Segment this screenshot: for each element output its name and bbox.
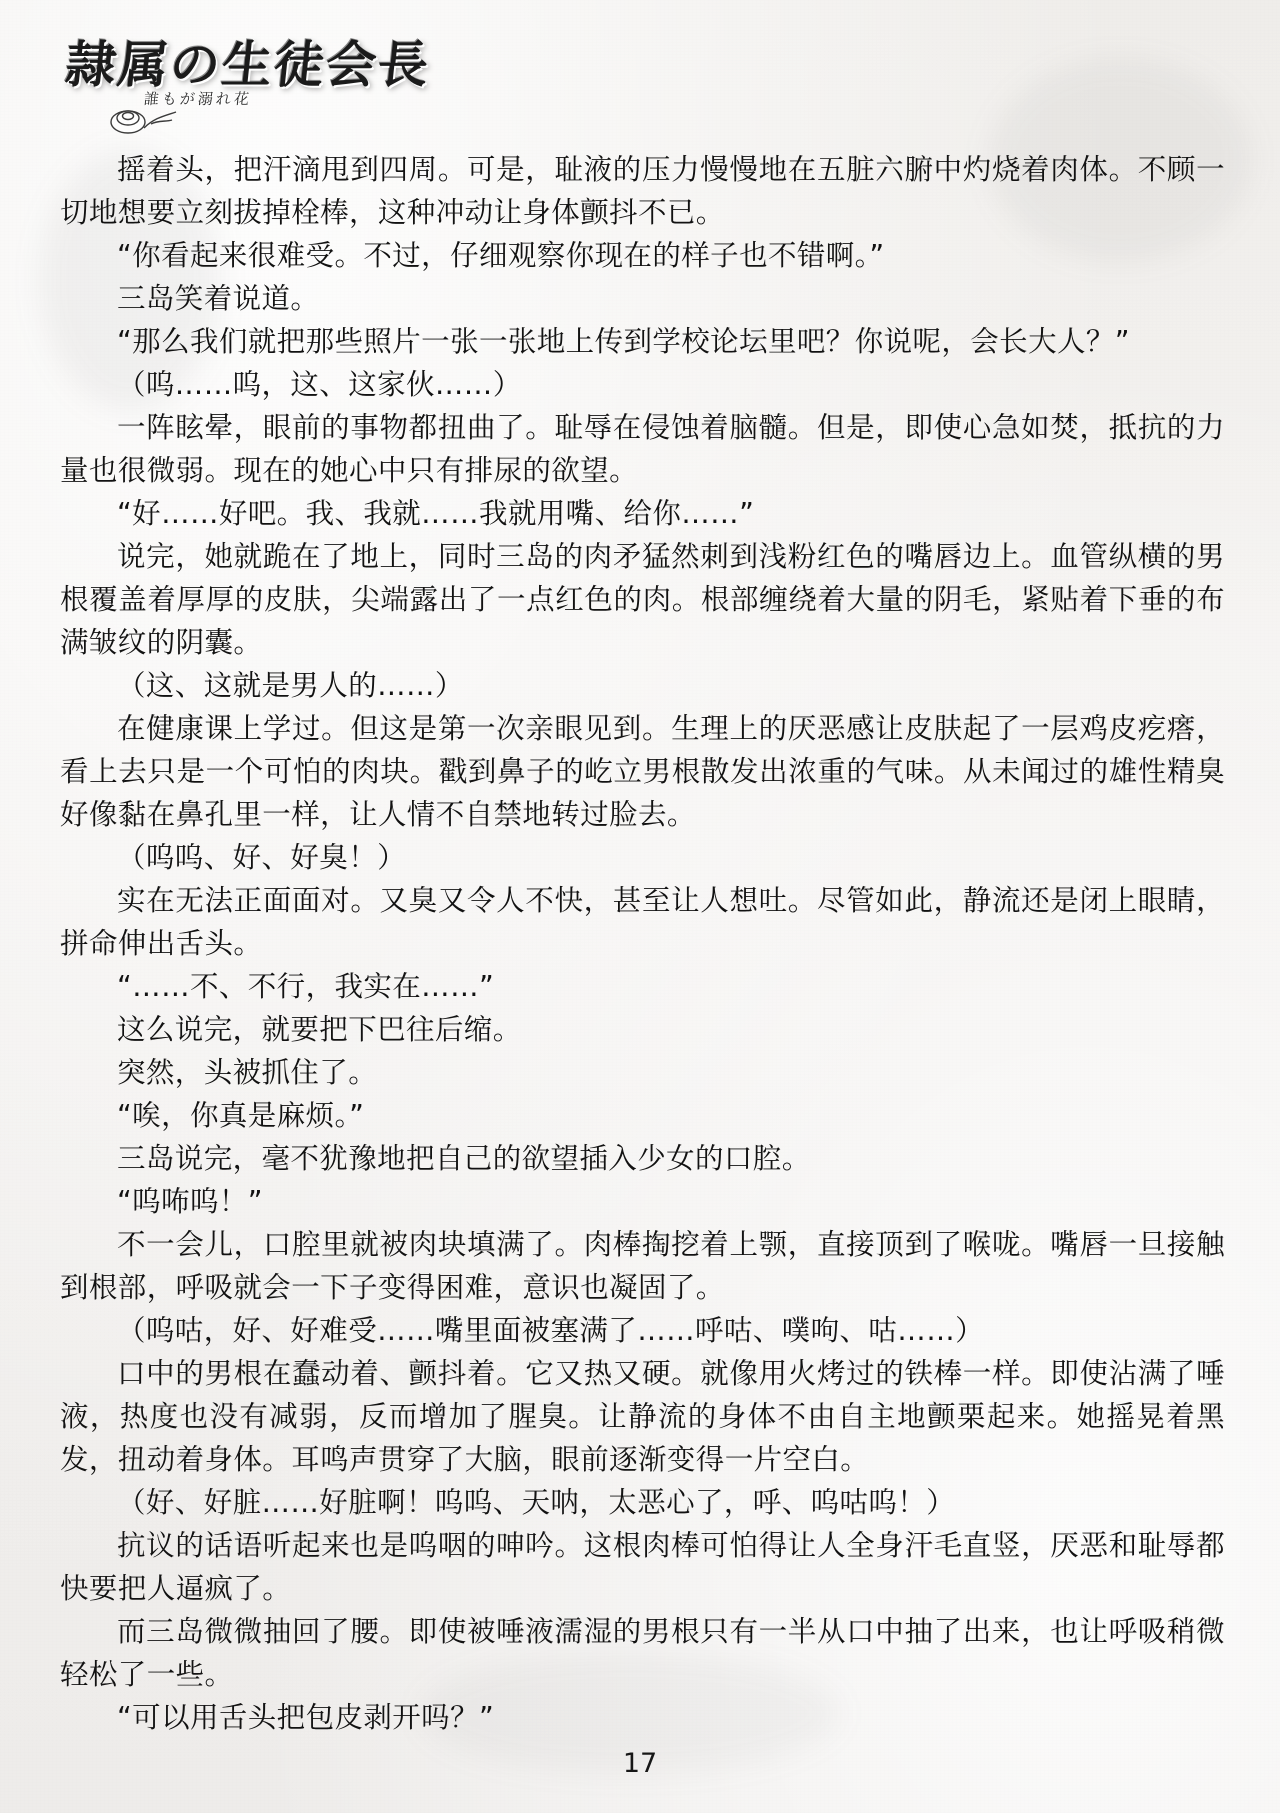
- paragraph: 口中的男根在蠢动着、颤抖着。它又热又硬。就像用火烤过的铁棒一样。即使沾满了唾液，热度也没有减弱，反而增加了腥臭。让静流的身体不由自主地颤栗起来。她摇晃着黑发，扭动着身体。耳鸣声贯穿了大脑，眼前逐渐变得一片空白。: [60, 1357, 1225, 1476]
- paragraph: “……不、不行，我实在……”: [117, 970, 495, 1003]
- paragraph: “好……好吧。我、我就……我就用嘴、给你……”: [117, 497, 755, 530]
- title-logo-subtitle: 誰もが溺れ花: [143, 90, 253, 108]
- paragraph: “呜咘呜！”: [117, 1185, 263, 1218]
- paragraph: （呜呜、好、好臭！）: [117, 841, 407, 874]
- paragraph: 在健康课上学过。但这是第一次亲眼见到。生理上的厌恶感让皮肤起了一层鸡皮疙瘩，看上去只是一个可怕的肉块。戳到鼻子的屹立男根散发出浓重的气味。从未闻过的雄性精臭好像黏在鼻孔里一样，让人情不自禁地转过脸去。: [60, 712, 1225, 831]
- paragraph: “唉，你真是麻烦。”: [117, 1099, 365, 1132]
- page-number: 17: [622, 1748, 658, 1779]
- paragraph: 一阵眩晕，眼前的事物都扭曲了。耻辱在侵蚀着脑髓。但是，即使心急如焚，抵抗的力量也很微弱。现在的她心中只有排尿的欲望。: [60, 411, 1225, 487]
- paragraph: （呜……呜，这、这家伙……）: [117, 368, 522, 401]
- paragraph: 突然，头被抓住了。: [117, 1056, 378, 1089]
- paragraph: （好、好脏……好脏啊！呜呜、天呐，太恶心了，呼、呜咕呜！）: [117, 1486, 956, 1519]
- paragraph: 三岛笑着说道。: [117, 282, 320, 315]
- title-logo-text: 隷属の生徒会長: [62, 35, 434, 94]
- paragraph: “可以用舌头把包皮剥开吗？”: [117, 1701, 495, 1734]
- paragraph: （这、这就是男人的……）: [117, 669, 464, 702]
- paragraph: “那么我们就把那些照片一张一张地上传到学校论坛里吧？你说呢，会长大人？”: [117, 325, 1130, 358]
- page-body-text: [60, 148, 1225, 1739]
- paragraph: 三岛说完，毫不犹豫地把自己的欲望插入少女的口腔。: [117, 1142, 811, 1175]
- paragraph: 摇着头，把汗滴甩到四周。可是，耻液的压力慢慢地在五脏六腑中灼烧着肉体。不顾一切地想要立刻拔掉栓棒，这种冲动让身体颤抖不已。: [60, 153, 1225, 229]
- paragraph: 而三岛微微抽回了腰。即使被唾液濡湿的男根只有一半从口中抽了出来，也让呼吸稍微轻松了一些。: [60, 1615, 1225, 1691]
- paragraph: 实在无法正面面对。又臭又令人不快，甚至让人想吐。尽管如此，静流还是闭上眼睛，拼命伸出舌头。: [60, 884, 1225, 960]
- paragraph: “你看起来很难受。不过，仔细观察你现在的样子也不错啊。”: [117, 239, 885, 272]
- paragraph: 说完，她就跪在了地上，同时三岛的肉矛猛然刺到浅粉红色的嘴唇边上。血管纵横的男根覆盖着厚厚的皮肤，尖端露出了一点红色的肉。根部缠绕着大量的阴毛，紧贴着下垂的布满皱纹的阴囊。: [60, 540, 1225, 659]
- paragraph: 这么说完，就要把下巴往后缩。: [117, 1013, 522, 1046]
- paragraph: 不一会儿，口腔里就被肉块填满了。肉棒掏挖着上颚，直接顶到了喉咙。嘴唇一旦接触到根部，呼吸就会一下子变得困难，意识也凝固了。: [60, 1228, 1225, 1304]
- title-logo: [62, 35, 486, 126]
- paragraph: （呜咕，好、好难受……嘴里面被塞满了……呼咕、噗呴、咕……）: [117, 1314, 985, 1347]
- paragraph: 抗议的话语听起来也是呜咽的呻吟。这根肉棒可怕得让人全身汗毛直竖，厌恶和耻辱都快要把人逼疯了。: [60, 1529, 1225, 1605]
